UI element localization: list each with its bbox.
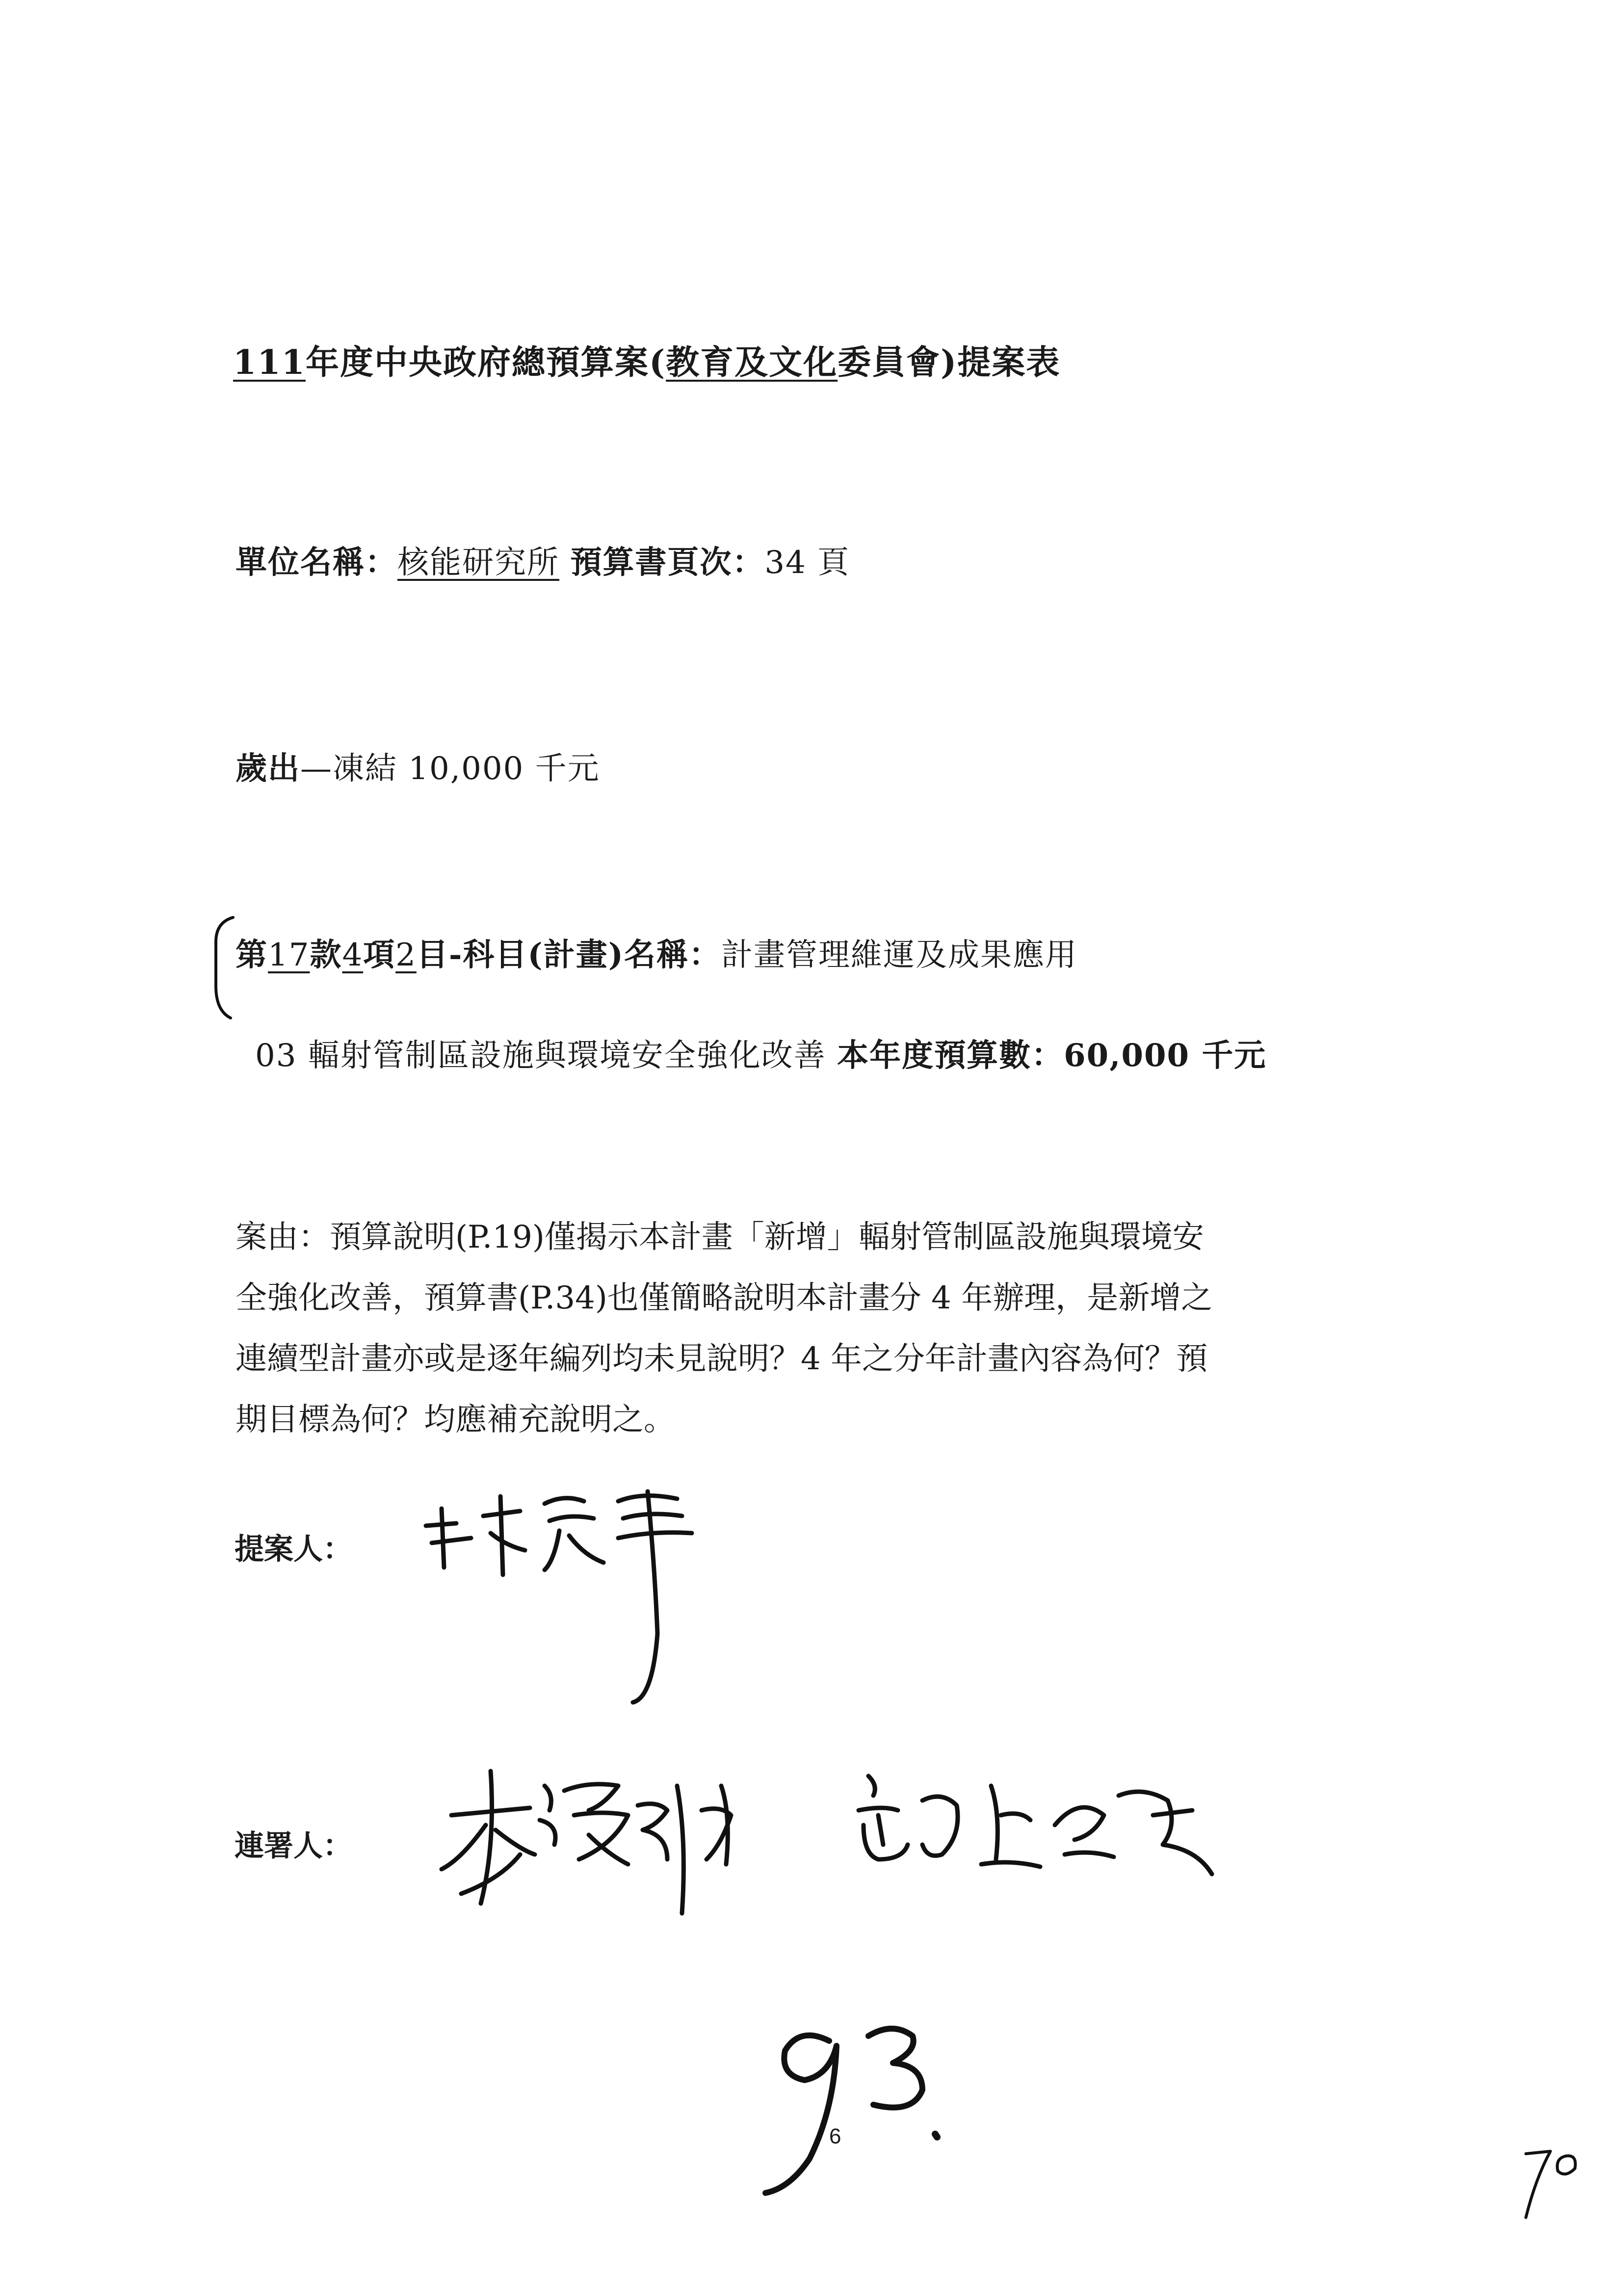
item-t1: 第 [236,937,268,973]
unit-label: 單位名稱： [236,544,397,581]
proposer-label: 提案人： [235,1532,352,1566]
unit-name: 核能研究所 [397,545,559,581]
item-t4: 目-科目(計畫)名稱： [416,937,721,973]
page-label: 預算書頁次： [570,544,765,581]
sub-item-name: 03 輻射管制區設施與環境安全強化改善 [255,1038,826,1074]
item-t2: 款 [310,937,342,973]
cosigner-signature [859,1776,1212,1874]
item-xiang: 4 [342,937,364,973]
reason-line: 連續型計畫亦或是逐年編列均未見說明？4 年之分年計畫內容為何？預 [236,1341,1208,1377]
title-year: 111 [233,343,306,382]
budget-value: 60,000 千元 [1064,1037,1267,1074]
reason-line: 期目標為何？均應補充說明之。 [236,1402,675,1438]
page-value: 34 頁 [764,545,850,581]
title-prefix: 年度中央政府總預算案( [305,343,666,382]
cosigner-label: 連署人： [235,1829,352,1863]
corner-mark [1526,2151,1575,2218]
title-suffix: 委員會)提案表 [838,343,1061,382]
item-kuan: 17 [268,937,310,973]
expenditure-label: 歲出 [236,750,300,787]
reason-line: 全強化改善，預算書(P.34)也僅簡略說明本計畫分 4 年辦理，是新增之 [236,1280,1213,1316]
cosigner-signature [442,1771,731,1913]
item-mu: 2 [395,937,417,973]
budget-label: 本年度預算數： [837,1037,1064,1074]
item-name: 計畫管理維運及成果應用 [721,937,1077,973]
expenditure-text: —凍結 10,000 千元 [300,751,600,787]
item-t3: 項 [363,937,396,973]
title-committee: 教育及文化 [666,343,838,382]
bracket-mark [216,917,233,1018]
proposer-signature [426,1491,692,1702]
reason-line: 案由：預算說明(P.19)僅揭示本計畫「新增」輻射管制區設施與環境安 [236,1219,1204,1255]
page-number: 6 [829,2124,841,2148]
handwritten-number [765,2029,937,2193]
